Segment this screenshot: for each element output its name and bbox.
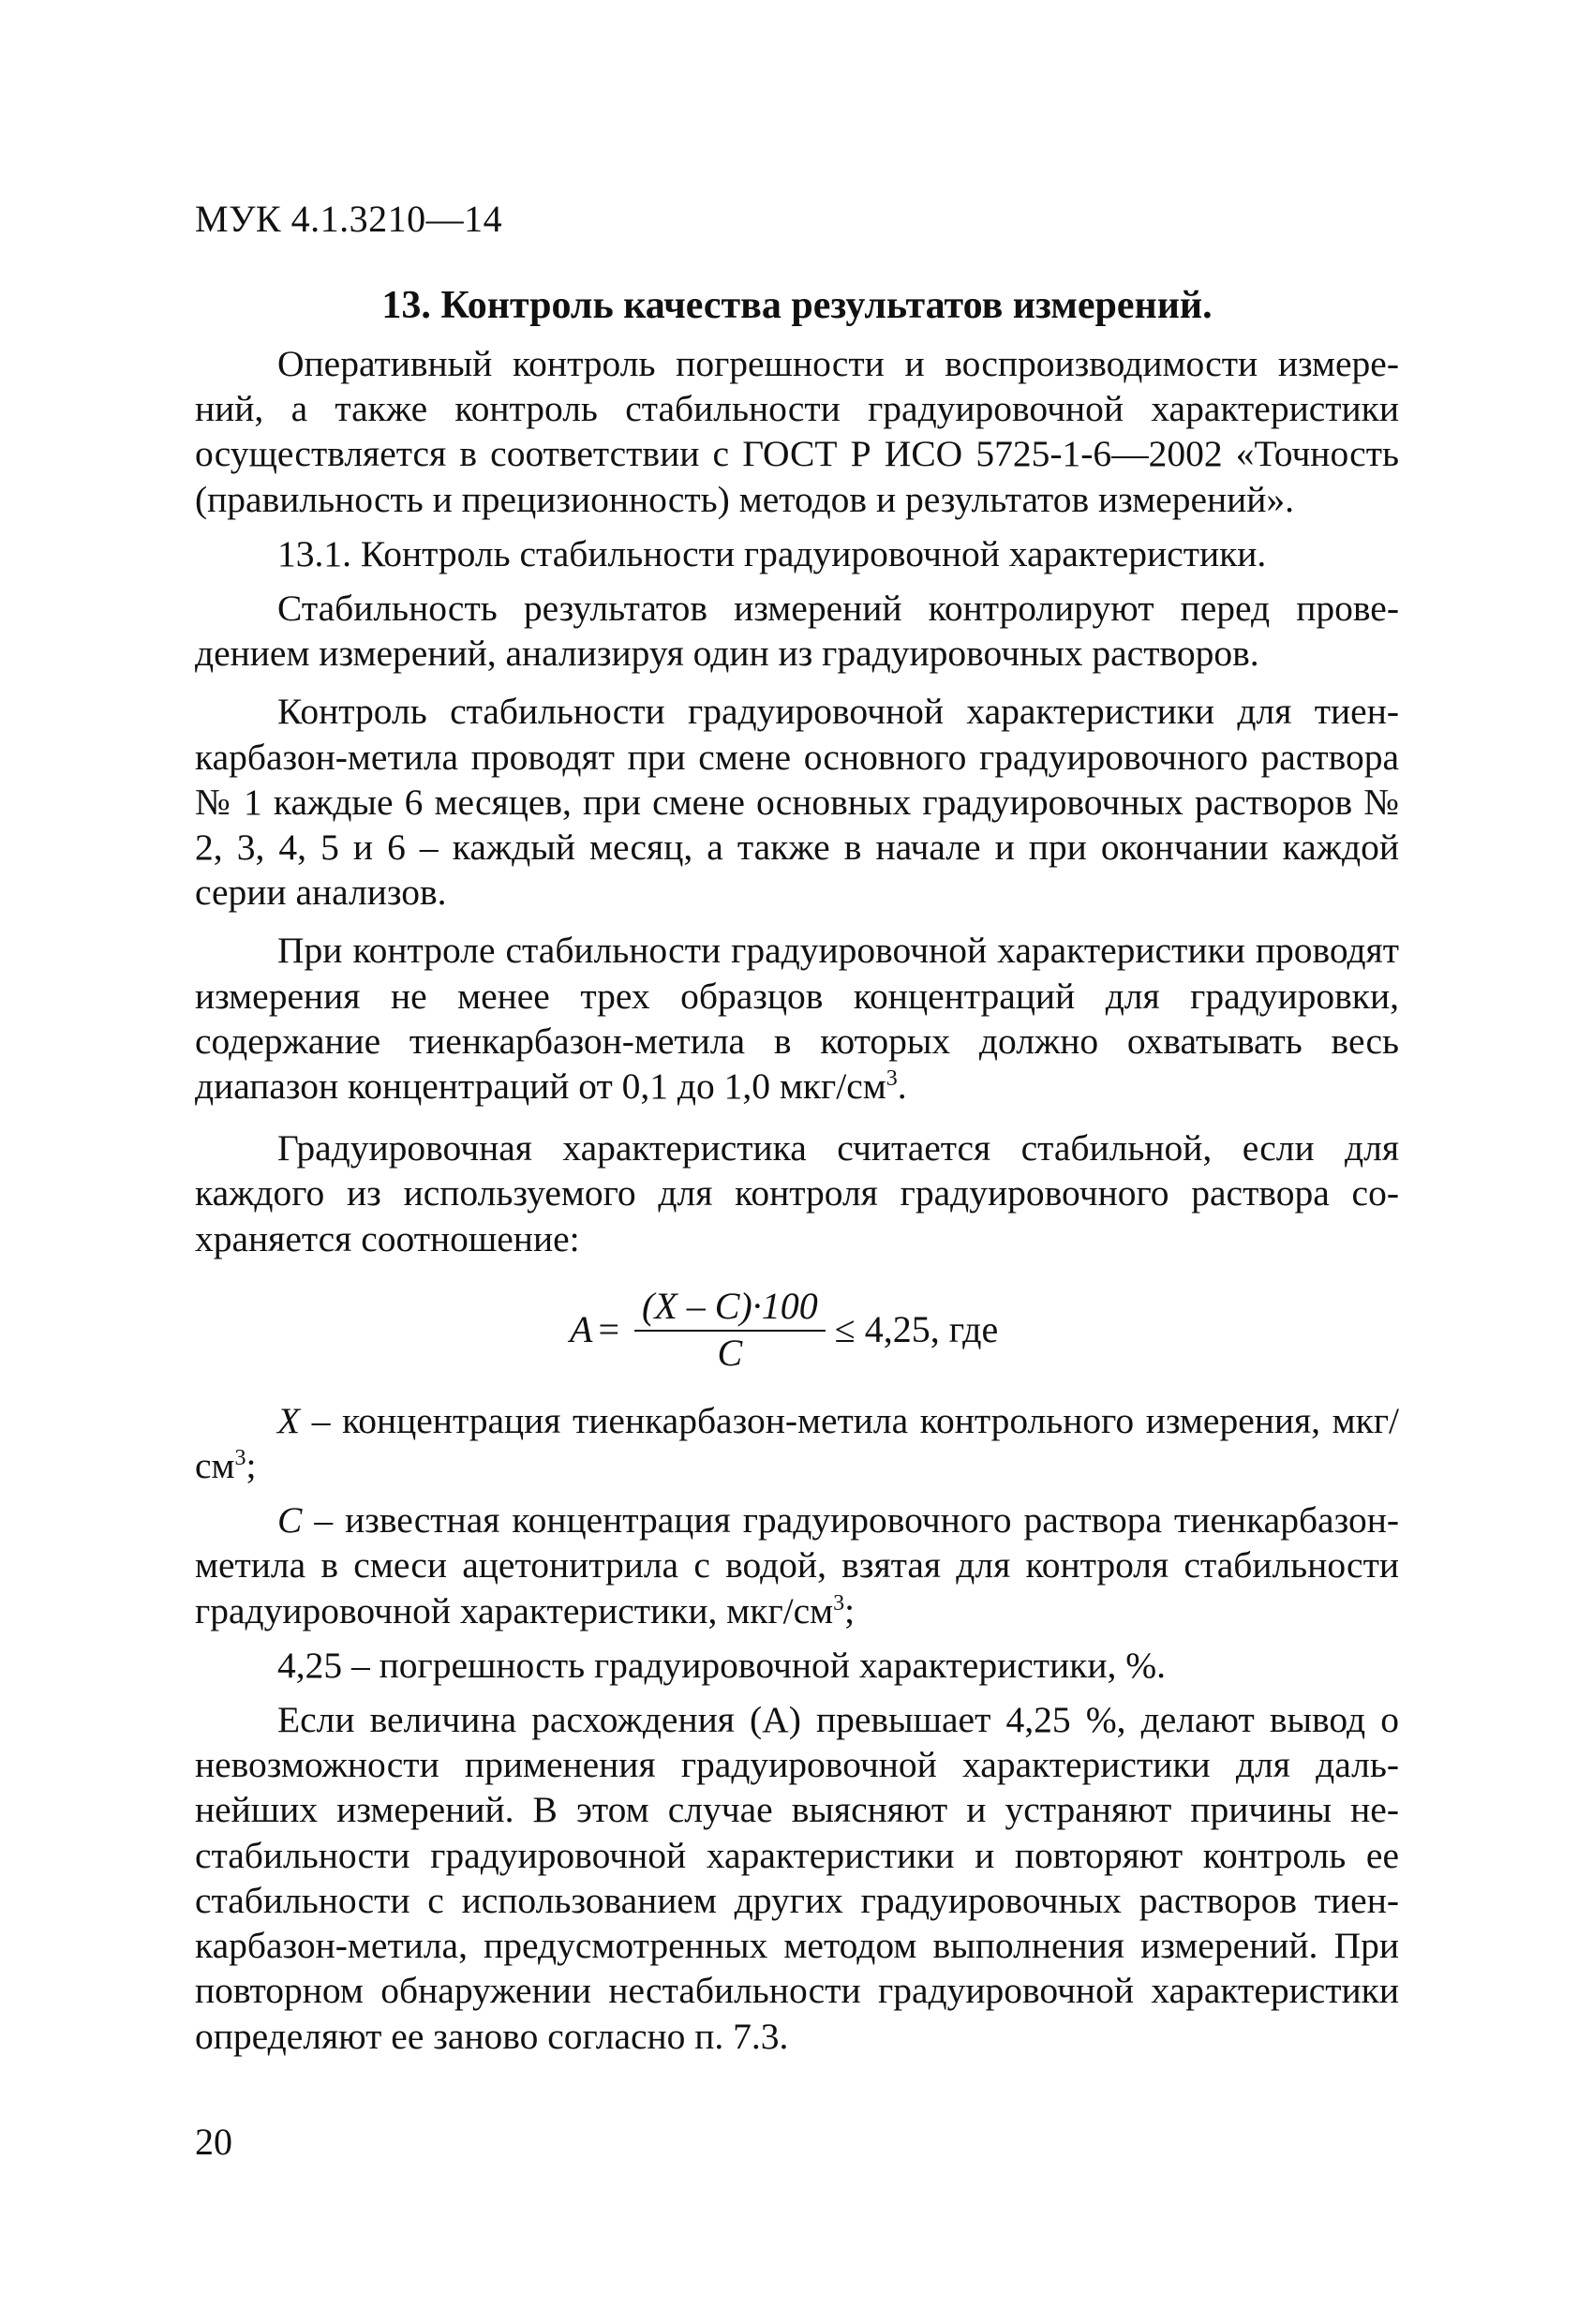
definition-x-text: – концентрация тиенкарбазон-метила контрольного измерения, мкг/см: [195, 1399, 1399, 1487]
subsection-heading: 13.1. Контроль стабильности градуировочной характеристики.: [277, 532, 1267, 574]
formula-equals: =: [598, 1307, 619, 1350]
formula-denominator: C: [717, 1331, 743, 1374]
symbol-x: X: [277, 1399, 301, 1441]
formula-block: [195, 1278, 1399, 1381]
semicolon: ;: [246, 1445, 257, 1487]
symbol-c: C: [277, 1499, 303, 1542]
section-body: [195, 281, 1399, 2059]
cubic-superscript: 3: [886, 1065, 898, 1091]
formula-numerator: (X – C)·100: [634, 1285, 826, 1332]
intro-paragraph: Оперативный контроль погрешности и воспроизводимости измерений, а также контроль стабильности градуировочной характеристики осуществляется в соответствии с ГОСТ Р ИСО 5725-1-6—2002 «Точность (правильность и прецизионность) методов и результатов измерений».: [195, 343, 1399, 520]
formula-lhs: A: [570, 1307, 593, 1350]
cubic-superscript: 3: [833, 1590, 845, 1616]
measurement-text: При контроле стабильности градуировочной характеристики проводят измерения не менее трех образцов концентраций для градуировки, содержание тиенкарбазон-метила в которых должно охватывать весь диапазон концентраций от 0,1 до 1,0 мкг/см: [195, 930, 1399, 1108]
conclusion-paragraph: Если величина расхождения (А) превышает 4,25 %, делают вывод о невозможности применения градуировочной характеристики для дальнейших измерений. В этом случае выясняют и устраняют причины нестабильности градуировочной характеристики и повторяют контроль ее стабильности с использованием других градуировочных растворов тиенкарбазон-метила, предусмотренных методом выполнения измерений. При повторном обнаружении нестабильности градуировочной характеристики определяют ее заново согласно п. 7.3.: [195, 1699, 1399, 2057]
page-number: 20: [195, 2121, 232, 2163]
measurement-paragraph: [195, 928, 1399, 1109]
document-code: МУК 4.1.3210—14: [195, 198, 503, 240]
semicolon: ;: [844, 1589, 856, 1631]
definition-error: 4,25 – погрешность градуировочной характеристики, %.: [277, 1644, 1166, 1686]
period: .: [897, 1065, 907, 1108]
section-heading: 13. Контроль качества результатов измерений.: [381, 284, 1213, 327]
control-paragraph: Контроль стабильности градуировочной характеристики для тиенкарбазон-метила проводят при смене основного градуировочного раствора № 1 каждые 6 месяцев, при смене основных градуировочных растворов № 2, 3, 4, 5 и 6 – каждый месяц, а также в начале и при окончании каждой серии анализов.: [195, 691, 1399, 914]
criterion-paragraph: Градуировочная характеристика считается стабильной, если для каждого из используемого для контроля градуировочного раствора сохраняется соотношение:: [195, 1127, 1399, 1259]
cubic-superscript: 3: [234, 1445, 246, 1470]
definition-c-text: – известная концентрация градуировочного раствора тиенкарбазон-метила в смеси ацетонитрила с водой, взятая для контроля стабильности градуировочной характеристики, мкг/см: [195, 1499, 1399, 1631]
formula-rhs: ≤ 4,25, где: [834, 1307, 999, 1350]
stability-paragraph: Стабильность результатов измерений контролируют перед проведением измерений, анализируя один из градуировочных растворов.: [195, 588, 1399, 675]
formula-fraction: [634, 1285, 826, 1375]
definition-x: [195, 1398, 1399, 1488]
definition-c: [195, 1497, 1399, 1633]
stability-formula: [570, 1278, 998, 1381]
